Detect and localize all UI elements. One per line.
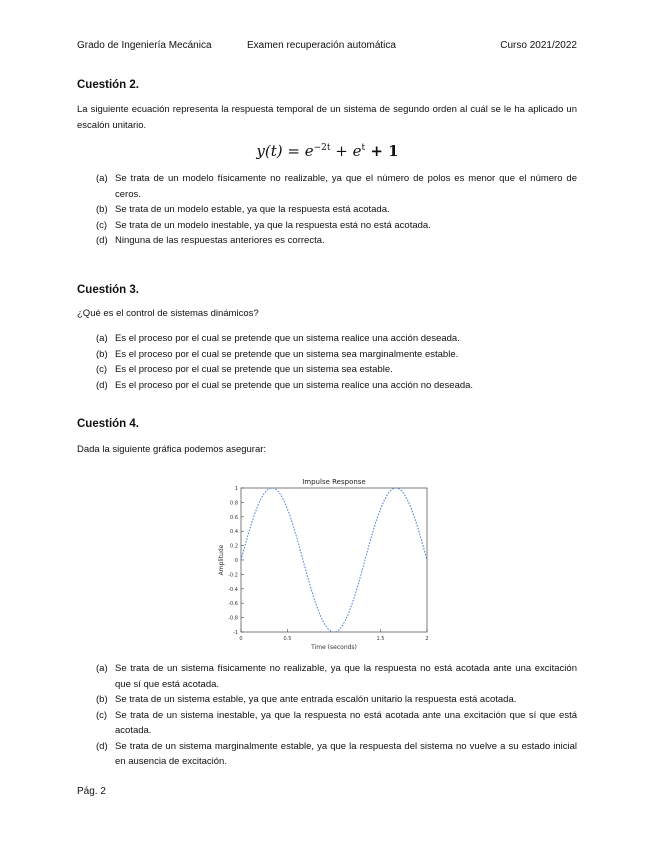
y-tick-label: 0.2 xyxy=(230,543,238,550)
y-tick-label: -1 xyxy=(233,630,238,636)
option-item[interactable] xyxy=(96,708,577,739)
option-label: (b) xyxy=(96,348,108,360)
option-text: Se trata de un modelo inestable, ya que la respuesta está no está acotada. xyxy=(115,219,431,231)
option-item[interactable] xyxy=(96,347,577,363)
option-label: (b) xyxy=(96,694,108,705)
y-tick-label: -0.4 xyxy=(228,586,238,593)
option-item[interactable] xyxy=(96,362,577,378)
option-label: (d) xyxy=(96,379,108,391)
option-item[interactable] xyxy=(96,378,577,394)
question-4-title: Cuestión 4. xyxy=(77,418,139,430)
question-4-text: Dada la siguiente gráfica podemos asegurar: xyxy=(77,444,267,455)
option-text: Se trata de un sistema inestable, ya que la respuesta no está acotada ante una excitación que sí que está acotada. xyxy=(115,709,577,736)
eq-mid: + e xyxy=(330,142,362,160)
option-label: (c) xyxy=(96,219,108,231)
question-2-equation xyxy=(0,142,655,160)
y-tick-label: 1 xyxy=(234,486,238,492)
impulse-response-chart xyxy=(214,474,434,654)
option-text: Se trata de un sistema marginalmente estable, ya que la respuesta del sistema no vuelve a su estado inicial en ausencia de excitación. xyxy=(115,740,577,767)
option-item[interactable] xyxy=(96,233,577,249)
option-item[interactable] xyxy=(96,218,577,234)
option-label: (a) xyxy=(96,173,108,184)
x-tick-label: 1.5 xyxy=(376,636,385,642)
option-text: Se trata de un modelo físicamente no realizable, ya que el número de polos es menor que el número de ceros. xyxy=(115,173,577,200)
option-text: Se trata de un modelo estable, ya que la respuesta está acotada. xyxy=(115,204,390,215)
chart-background xyxy=(214,474,434,654)
option-item[interactable] xyxy=(96,661,577,692)
option-text: Es el proceso por el cual se pretende que un sistema realice una acción deseada. xyxy=(115,333,460,344)
option-item[interactable] xyxy=(96,692,577,708)
option-item[interactable] xyxy=(96,171,577,202)
question-2-options xyxy=(96,171,577,249)
option-label: (a) xyxy=(96,663,108,674)
eq-exp2: t xyxy=(361,143,366,153)
y-tick-label: 0.6 xyxy=(230,514,238,521)
question-3-options xyxy=(96,331,577,393)
option-label: (b) xyxy=(96,204,108,215)
x-tick-label: 0.5 xyxy=(283,636,292,642)
option-item[interactable] xyxy=(96,739,577,770)
y-tick-label: -0.6 xyxy=(228,601,238,608)
option-label: (c) xyxy=(96,709,108,721)
option-text: Es el proceso por el cual se pretende que un sistema sea marginalmente estable. xyxy=(115,348,459,360)
option-label: (d) xyxy=(96,235,108,246)
question-3-text: ¿Qué es el control de sistemas dinámicos? xyxy=(77,308,259,319)
page-number: Pág. 2 xyxy=(77,786,106,797)
question-4-options xyxy=(96,661,577,770)
option-label: (d) xyxy=(96,740,108,752)
eq-rhs: + 1 xyxy=(365,142,399,160)
question-3-title: Cuestión 3. xyxy=(77,284,139,296)
page-header xyxy=(77,40,577,54)
x-axis-label: Time (seconds) xyxy=(311,644,357,651)
chart-title: Impulse Response xyxy=(302,478,366,486)
eq-lhs: y(t) = e xyxy=(256,142,314,160)
eq-exp1: −2t xyxy=(313,143,331,153)
y-tick-label: -0.2 xyxy=(228,572,238,579)
option-text: Es el proceso por el cual se pretende que un sistema sea estable. xyxy=(115,364,393,375)
question-2-text: La siguiente ecuación representa la respuesta temporal de un sistema de segundo orden al cuál se le ha aplicado un escalón unitario. xyxy=(77,104,577,131)
y-tick-label: -0.8 xyxy=(228,615,238,622)
header-course: Curso 2021/2022 xyxy=(500,40,577,51)
option-item[interactable] xyxy=(96,202,577,218)
option-label: (a) xyxy=(96,333,108,344)
x-tick-label: 0 xyxy=(239,636,243,642)
y-tick-label: 0.8 xyxy=(230,500,238,507)
question-2-title: Cuestión 2. xyxy=(77,79,139,91)
y-axis-label: Amplitude xyxy=(218,544,225,576)
y-tick-label: 0.4 xyxy=(230,529,238,536)
option-item[interactable] xyxy=(96,331,577,347)
header-degree: Grado de Ingeniería Mecánica xyxy=(77,40,212,51)
header-exam: Examen recuperación automática xyxy=(247,40,396,51)
option-text: Ninguna de las respuestas anteriores es correcta. xyxy=(115,235,325,246)
option-label: (c) xyxy=(96,364,108,375)
option-text: Es el proceso por el cual se pretende que un sistema realice una acción no deseada. xyxy=(115,379,474,391)
option-text: Se trata de un sistema estable, ya que ante entrada escalón unitario la respuesta está acotada. xyxy=(115,694,517,705)
x-tick-label: 2 xyxy=(425,636,429,642)
option-text: Se trata de un sistema físicamente no realizable, ya que la respuesta no está acotada ante una excitación que sí que está acotada. xyxy=(115,663,577,690)
y-tick-label: 0 xyxy=(234,558,238,564)
